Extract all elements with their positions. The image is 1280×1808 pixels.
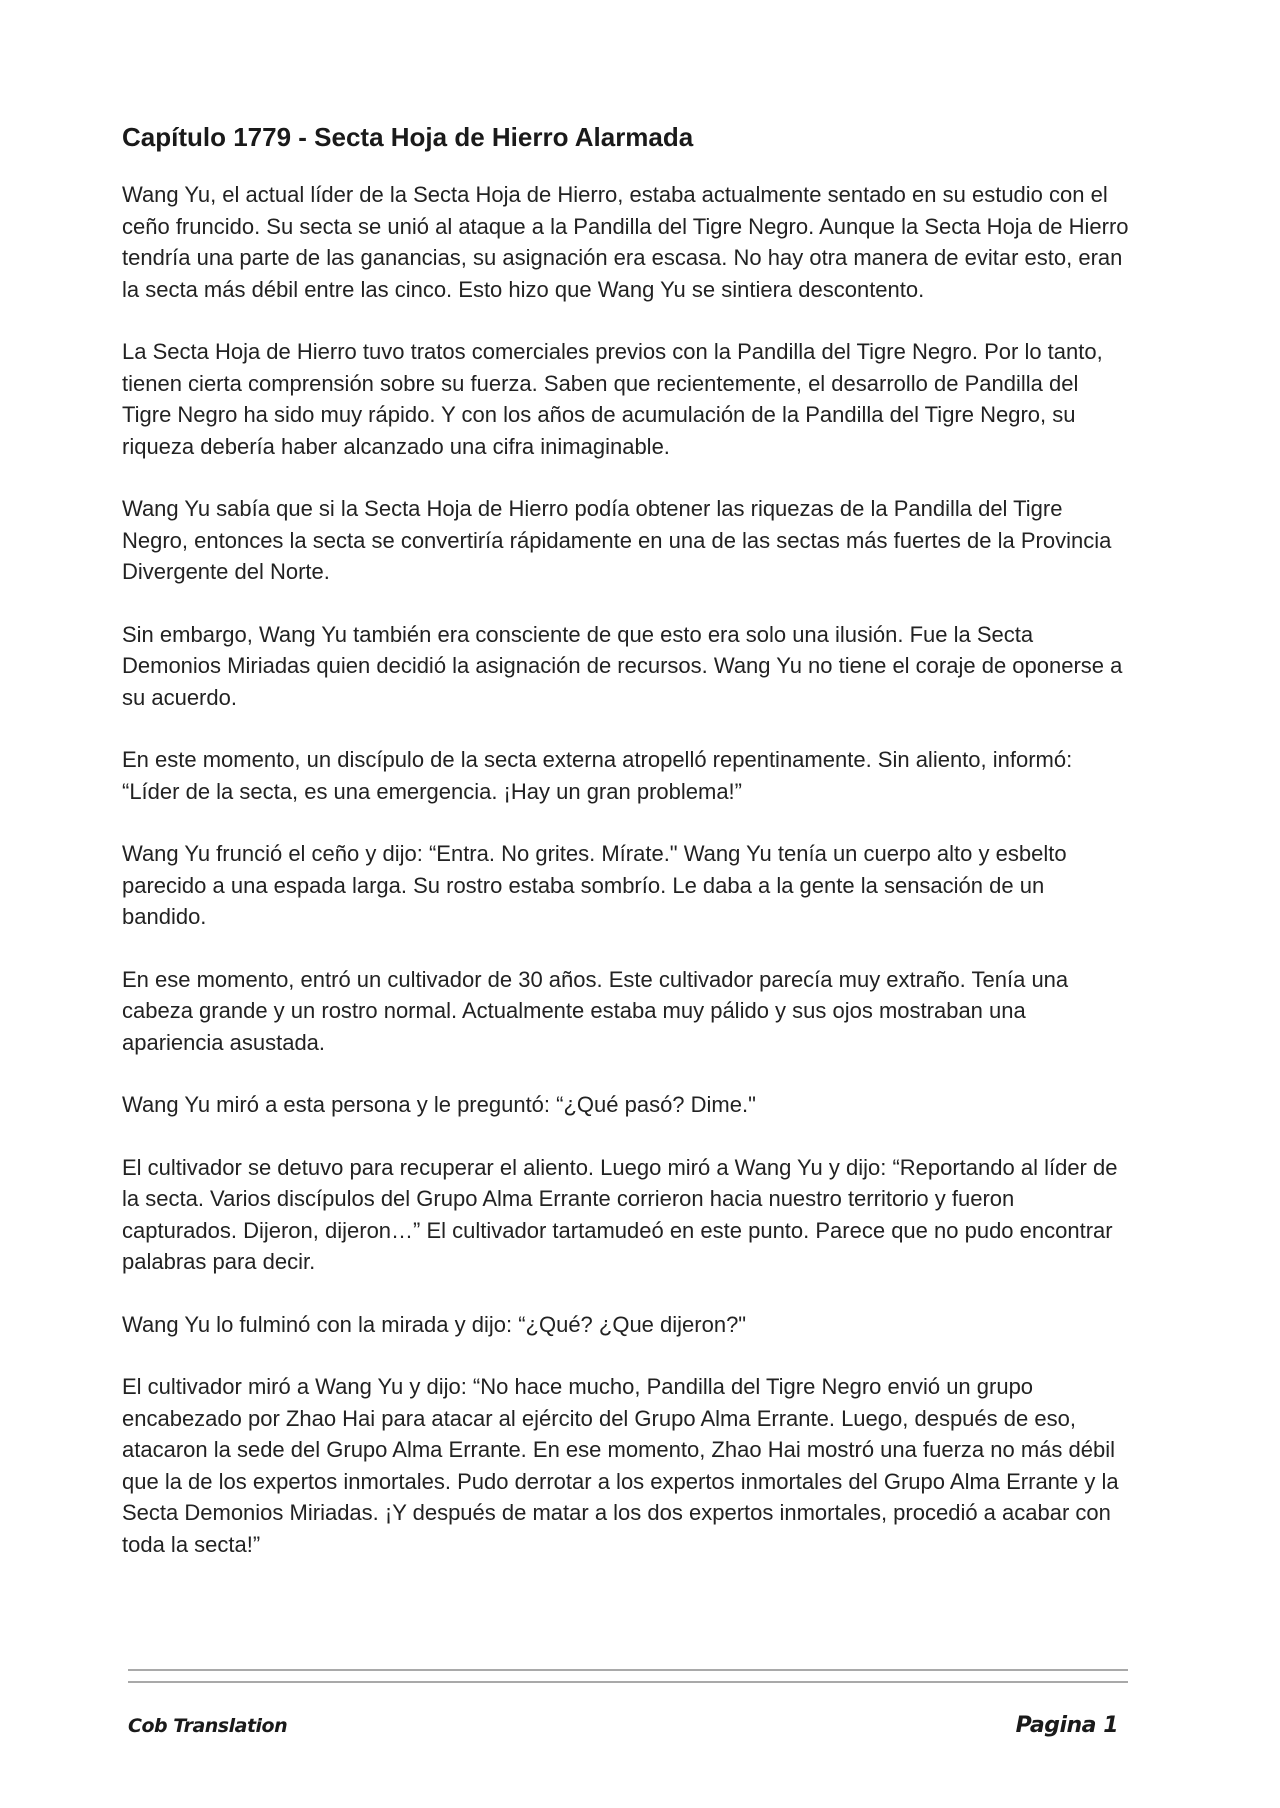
paragraph-5: En este momento, un discípulo de la secta externa atropelló repentinamente. Sin aliento, informó: “Líder de la secta, es una emergencia. ¡Hay un gran problema!” bbox=[122, 747, 1073, 804]
paragraph-1: Wang Yu, el actual líder de la Secta Hoja de Hierro, estaba actualmente sentado en su estudio con el ceño fruncido. Su secta se unió al ataque a la Pandilla del Tigre Negro. Aunque la Secta Hoja de Hierro tendría una parte de las ganancias, su asignación era escasa. No hay otra manera de evitar esto, eran la secta más débil entre las cinco. Esto hizo que Wang Yu se sintiera descontento. bbox=[122, 182, 1129, 302]
chapter-title: Capítulo 1779 - Secta Hoja de Hierro Alarmada bbox=[122, 122, 694, 152]
paragraph-2: La Secta Hoja de Hierro tuvo tratos comerciales previos con la Pandilla del Tigre Negro. Por lo tanto, tienen cierta comprensión sobre su fuerza. Saben que recientemente, el desarrollo de Pandilla del Tigre Negro ha sido muy rápido. Y con los años de acumulación de la Pandilla del Tigre Negro, su riqueza debería haber alcanzado una cifra inimaginable. bbox=[122, 339, 1103, 459]
paragraph-10: Wang Yu lo fulminó con la mirada y dijo: “¿Qué? ¿Que dijeron?" bbox=[122, 1311, 747, 1337]
paragraph-6: Wang Yu frunció el ceño y dijo: “Entra. No grites. Mírate." Wang Yu tenía un cuerpo alto y esbelto parecido a una espada larga. Su rostro estaba sombrío. Le daba a la gente la sensación de un bandido. bbox=[122, 841, 1067, 929]
footer-translator-credit: Cob Translation bbox=[128, 1715, 288, 1737]
footer-divider-top bbox=[128, 1669, 1128, 1671]
paragraph-4: Sin embargo, Wang Yu también era consciente de que esto era solo una ilusión. Fue la Secta Demonios Miriadas quien decidió la asignación de recursos. Wang Yu no tiene el coraje de oponerse a su acuerdo. bbox=[122, 621, 1123, 710]
footer-page-number: Pagina 1 bbox=[1015, 1713, 1118, 1738]
paragraph-9: El cultivador se detuvo para recuperar el aliento. Luego miró a Wang Yu y dijo: “Reportando al líder de la secta. Varios discípulos del Grupo Alma Errante corrieron hacia nuestro territorio y fueron capturados. Dijeron, dijeron…” El cultivador tartamudeó en este punto. Parece que no pudo encontrar palabras para decir. bbox=[122, 1154, 1118, 1274]
paragraph-11: El cultivador miró a Wang Yu y dijo: “No hace mucho, Pandilla del Tigre Negro envió un grupo encabezado por Zhao Hai para atacar al ejército del Grupo Alma Errante. Luego, después de eso, atacaron la sede del Grupo Alma Errante. En ese momento, Zhao Hai mostró una fuerza no más débil que la de los expertos inmortales. Pudo derrotar a los expertos inmortales del Grupo Alma Errante y la Secta Demonios Miriadas. ¡Y después de matar a los dos expertos inmortales, procedió a acabar con toda la secta!” bbox=[122, 1374, 1119, 1557]
footer-divider-bottom bbox=[128, 1681, 1128, 1683]
paragraph-8: Wang Yu miró a esta persona y le preguntó: “¿Qué pasó? Dime." bbox=[122, 1092, 756, 1117]
document-body bbox=[122, 120, 1132, 1591]
paragraph-7: En ese momento, entró un cultivador de 30 años. Este cultivador parecía muy extraño. Tenía una cabeza grande y un rostro normal. Actualmente estaba muy pálido y sus ojos mostraban una apariencia asustada. bbox=[122, 966, 1069, 1055]
paragraph-3: Wang Yu sabía que si la Secta Hoja de Hierro podía obtener las riquezas de la Pandilla del Tigre Negro, entonces la secta se convertiría rápidamente en una de las sectas más fuertes de la Provincia Divergente del Norte. bbox=[122, 496, 1112, 584]
